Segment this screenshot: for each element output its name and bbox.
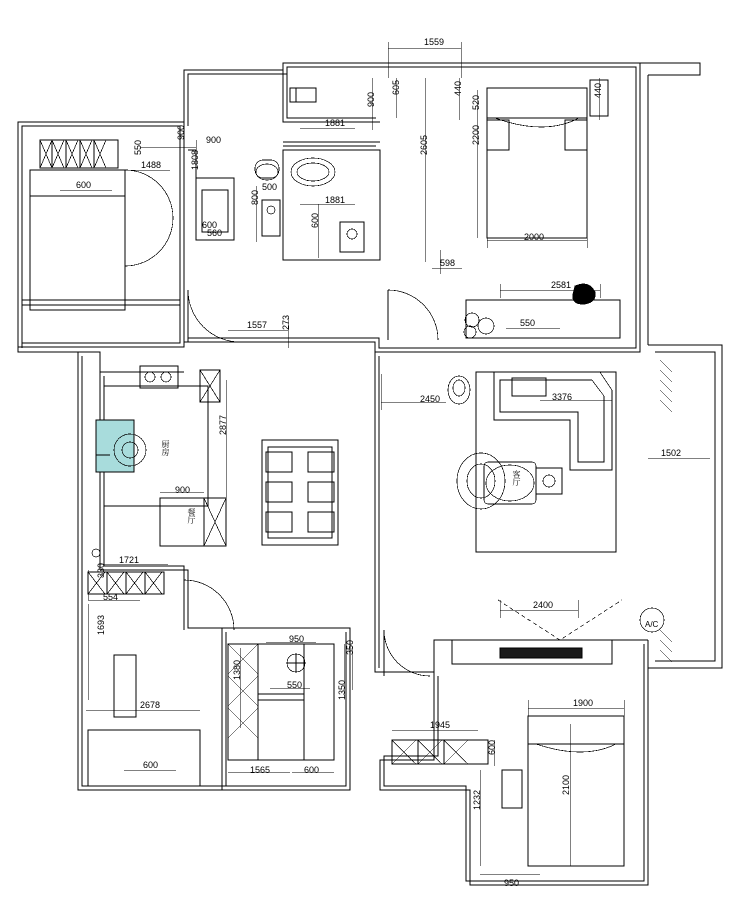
dimension-label: 900 — [366, 91, 376, 107]
dimension-label: 800 — [250, 189, 260, 205]
dimension-label: 554 — [103, 592, 119, 602]
dimension-label: 520 — [471, 94, 481, 110]
dimension-label: 900 — [175, 485, 191, 495]
dimension-label: 2400 — [533, 600, 554, 610]
dimension-label: 900 — [176, 124, 186, 140]
dimension-label: 2605 — [419, 134, 429, 155]
dimension-label: 598 — [440, 258, 456, 268]
dimension-label: 1693 — [96, 614, 106, 635]
room-label-kitchen: 厨房 — [161, 440, 170, 456]
dimension-label: 2678 — [140, 700, 161, 710]
dimension-label: 1945 — [430, 720, 451, 730]
dimension-label: 440 — [593, 82, 603, 98]
dimension-label: 1502 — [661, 448, 682, 458]
dimension-label: 2450 — [420, 394, 441, 404]
dimension-label: 2200 — [471, 124, 481, 145]
dimension-label: 550 — [520, 318, 536, 328]
dimension-label: 600 — [202, 220, 218, 230]
dimension-label: 550 — [287, 680, 303, 690]
dimension-label: 605 — [391, 79, 401, 95]
dimension-label: 600 — [487, 739, 497, 755]
dimension-label: 440 — [453, 80, 463, 96]
dimension-label: 1350 — [337, 679, 347, 700]
dimension-label: 3376 — [552, 392, 573, 402]
ac-unit-label: A/C — [645, 620, 659, 629]
dimension-label: 1557 — [247, 320, 268, 330]
dimension-label: 600 — [310, 212, 320, 228]
dimension-label: 950 — [289, 634, 305, 644]
dimension-label: 2581 — [551, 280, 572, 290]
dimension-label: 900 — [206, 135, 222, 145]
dimension-label: 1380 — [232, 659, 242, 680]
dimension-label: 1721 — [119, 555, 140, 565]
dimension-label: 950 — [504, 878, 520, 888]
room-label-dining: 餐厅 — [187, 508, 196, 524]
dimension-label: 1900 — [573, 698, 594, 708]
dimension-label: 1565 — [250, 765, 271, 775]
dimension-label: 1559 — [424, 37, 445, 47]
dimension-label: 330 — [96, 562, 106, 578]
dimension-label: 2877 — [218, 414, 228, 435]
dimension-label: 1881 — [325, 118, 346, 128]
dimension-label: 600 — [304, 765, 320, 775]
dimension-label: 600 — [143, 760, 159, 770]
dimension-label: 550 — [133, 139, 143, 155]
dimension-label: 2100 — [561, 774, 571, 795]
dimension-label: 1808 — [190, 149, 200, 170]
dimension-label: 350 — [345, 639, 355, 655]
room-label-living: 客厅 — [512, 470, 521, 486]
dimension-label: 560 — [207, 228, 223, 238]
dimension-label: 600 — [76, 180, 92, 190]
dimension-label: 273 — [281, 314, 291, 330]
dimension-label: 1881 — [325, 195, 346, 205]
dimension-label: 500 — [262, 182, 278, 192]
dimension-label: 1232 — [472, 789, 482, 810]
dimension-label: 2000 — [524, 232, 545, 242]
dimension-label: 1488 — [141, 160, 162, 170]
